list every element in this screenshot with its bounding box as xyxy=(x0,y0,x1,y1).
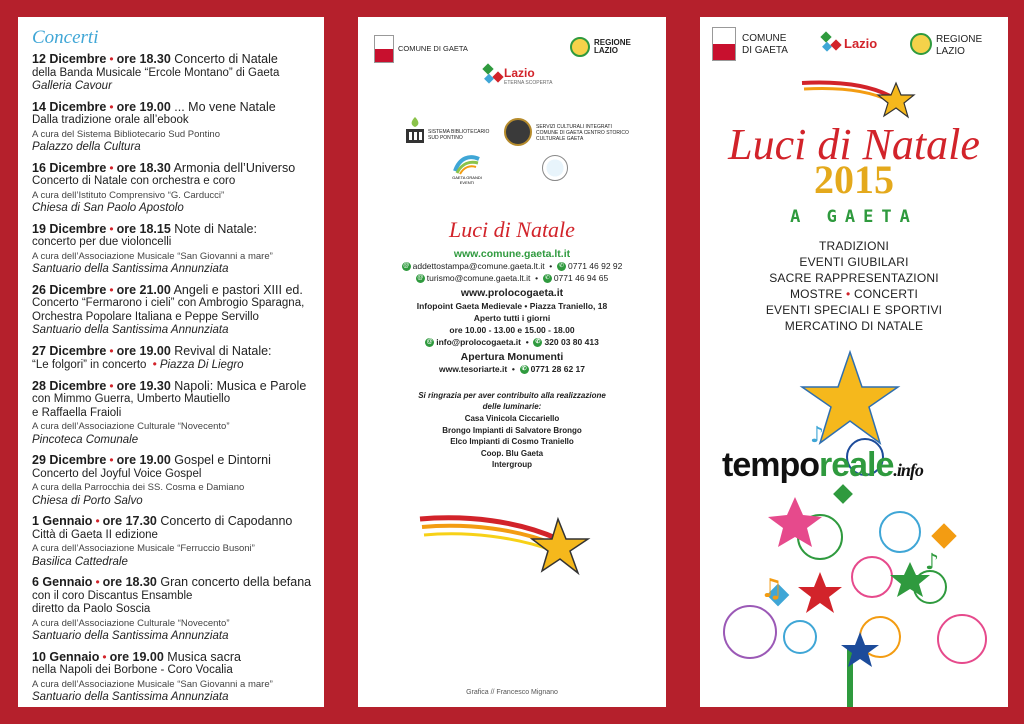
comune-logo xyxy=(712,27,736,61)
event-time: ore 21.00 xyxy=(116,282,171,297)
email-icon: @ xyxy=(403,263,410,270)
event-location: Piazza Di Liegro xyxy=(159,359,244,371)
event-title: Musica sacra xyxy=(167,649,241,664)
cover-title: Luci di Natale xyxy=(728,120,980,169)
tel-proloco: 320 03 80 413 xyxy=(544,337,599,347)
event-location: Palazzo della Cultura xyxy=(32,141,141,153)
event-date: 28 Dicembre xyxy=(32,378,107,393)
web-proloco[interactable]: www.prolocogaeta.it xyxy=(460,287,564,299)
event-organizer: A cura dell’Associazione Culturale “Novecento” xyxy=(32,421,230,432)
event-title: Gospel e Dintorni xyxy=(174,453,271,467)
event-title: Note di Natale: xyxy=(174,221,257,236)
phone-icon: ✆ xyxy=(559,263,565,270)
event-location: Santuario della Santissima Annunziata xyxy=(32,263,229,275)
event-organizer: A cura dell’Associazione Musicale “San Giovanni a mare” xyxy=(32,250,273,262)
event-desc: e Raffaella Fraioli xyxy=(32,406,122,419)
ringrazia-1: Si ringrazia per aver contribuito alla realizzazione xyxy=(418,391,606,400)
event-time: ore 19.00 xyxy=(116,99,171,114)
infopoint: Infopoint Gaeta Medievale • Piazza Traniello, 18 xyxy=(416,301,608,311)
event-location: Santuario della Santissima Annunziata xyxy=(32,324,229,336)
event-title: Angeli e pastori XIII ed. xyxy=(173,282,303,297)
event-item: 16 Dicembre • ore 18.30 Armonia dell’Universo Concerto di Natale con orchestra e coro A cura dell’Istituto Comprensivo “G. Carducci” Chiesa di San Paolo Apostolo xyxy=(32,162,312,216)
event-date: 10 Gennaio xyxy=(32,649,100,664)
tempo-reale-logo: temporeale.info xyxy=(722,446,923,484)
event-title: Concerto di Capodanno xyxy=(160,514,293,528)
event-item: 28 Dicembre • ore 19.30 Napoli: Musica e Parole con Mimmo Guerra, Umberto Mautiello e Raffaella Fraioli A cura dell’Associazione Culturale “Novecento” Pincoteca Comunale xyxy=(32,380,312,448)
event-title: Napoli: Musica e Parole xyxy=(174,378,307,393)
event-date: 19 Dicembre xyxy=(32,221,107,236)
event-item: 26 Dicembre • ore 21.00 Angeli e pastori XIII ed. Concerto “Fermarono i cieli” con Ambrogio Sparagna, Orchestra Popolare Italiana e Peppe Servillo Santuario della Santissima Annunziata xyxy=(32,284,312,338)
web-comune[interactable]: www.comune.gaeta.lt.it xyxy=(453,248,571,260)
credits: Grafica // Francesco Mignano xyxy=(466,689,558,696)
svg-text:♫: ♫ xyxy=(760,574,784,604)
event-date: 12 Dicembre xyxy=(32,52,107,66)
phone-icon: ✆ xyxy=(521,366,527,373)
event-desc: Concerto di Natale con orchestra e coro xyxy=(32,175,236,187)
event-date: 1 Gennaio xyxy=(32,514,93,528)
event-title: Gran concerto della befana xyxy=(160,575,312,589)
event-item: 6 Gennaio • ore 18.30 Gran concerto della befana con il coro Discantus Ensamble diretto da Paolo Soscia A cura dell’Associazione Culturale “Novecento” Santuario della Santissima Annunziata xyxy=(32,575,312,642)
svg-text:♪: ♪ xyxy=(925,550,940,575)
event-location: Santuario della Santissima Annunziata xyxy=(32,691,229,703)
email-icon: @ xyxy=(417,275,424,282)
event-location: Santuario della Santissima Annunziata xyxy=(32,630,229,642)
event-location: Chiesa di San Paolo Apostolo xyxy=(32,202,184,214)
event-item: 10 Gennaio • ore 19.00 Musica sacra nella Napoli dei Borbone - Coro Vocalia A cura dell’Associazione Musicale “San Giovanni a mare” Santuario della Santissima Annunziata xyxy=(32,651,312,705)
lazio-sub: ETERNA SCOPERTA xyxy=(504,80,553,86)
email-turismo[interactable]: turismo@comune.gaeta.lt.it xyxy=(426,273,531,283)
event-time: ore 19.00 xyxy=(116,453,171,467)
event-organizer: A cura dell’Associazione Culturale “Novecento” xyxy=(32,617,230,629)
event-item: 29 Dicembre • ore 19.00 Gospel e Dintorni Concerto del Joyful Voice Gospel A cura della Parrocchia dei SS. Cosma e Damiano Chiesa di Porto Salvo xyxy=(32,454,312,508)
biblio-label: SISTEMA BIBLIOTECARIO SUD PONTINO xyxy=(428,129,490,141)
sponsor-item: Coop. Blu Gaeta xyxy=(480,448,544,458)
cover-panel: COMUNE DI GAETA Lazio REGIONE LAZIO Luci di Natale 2015 A GAETA TRADIZIONI EVENTI GIUBILARI SACRE RAPPRESENTAZIONI MOSTRE • CONCERTI EVENTI SPECIALI E SPORTIVI MERCATINO DI NATALE ♫ ♪ ♪ temporeale.info xyxy=(700,17,1008,707)
event-date: 14 Dicembre xyxy=(32,99,107,114)
grandi-eventi-logo: GAETA GRANDI EVENTI xyxy=(452,153,482,183)
concert-list-panel xyxy=(18,17,324,707)
regione-logo xyxy=(570,37,590,57)
email-icon: @ xyxy=(426,339,433,346)
event-date: 16 Dicembre xyxy=(32,160,107,175)
sponsor-item: Brongo Impianti di Salvatore Brongo xyxy=(442,425,582,435)
event-desc: “Le folgori” in concerto xyxy=(32,359,147,371)
event-desc: nella Napoli dei Borbone - Coro Vocalia xyxy=(32,664,233,676)
event-organizer: A cura del Sistema Bibliotecario Sud Pontino xyxy=(32,128,220,140)
event-time: ore 18.15 xyxy=(116,221,171,236)
middle-title: Luci di Natale xyxy=(449,217,575,242)
tel-stampa: 0771 46 92 92 xyxy=(568,261,623,271)
email-proloco[interactable]: info@prolocogaeta.it xyxy=(436,337,521,347)
lazio-text: Lazio xyxy=(844,36,878,51)
event-date: 26 Dicembre xyxy=(32,282,107,297)
event-desc: diretto da Paolo Soscia xyxy=(32,603,151,615)
shooting-star-icon xyxy=(418,505,598,585)
event-time: ore 19.00 xyxy=(116,343,171,358)
comune-label-1: COMUNE xyxy=(742,33,787,44)
regione-label: REGIONE LAZIO xyxy=(594,38,631,55)
event-desc: Orchestra Popolare Italiana e Peppe Servillo xyxy=(32,310,259,323)
orari: ore 10.00 - 13.00 e 15.00 - 18.00 xyxy=(449,325,575,335)
web-tesori[interactable]: www.tesoriarte.it xyxy=(439,364,508,374)
event-location: Basilica Cattedrale xyxy=(32,555,128,568)
list-item: CONCERTI xyxy=(853,287,919,301)
list-item: TRADIZIONI xyxy=(819,239,889,253)
cover-subtitle: A GAETA xyxy=(790,207,918,227)
info-panel: COMUNE DI GAETA REGIONE LAZIO Lazio ETERNA SCOPERTA SISTEMA BIBLIOTECARIO SUD PONTINO SERVIZI CULTURALI INTEGRATI COMUNE DI GAETA CENTRO STORICO CULTURALE GAETA GAETA GRANDI EVENTI Luci di Natale www.comune.gaeta.lt.it @ addettostampa@comune.gaeta.lt.it • ✆ 0771 46 92 92 @ turismo@comune.gaeta.lt.it • ✆ 0771 46 94 65 www.prolocogaeta.it Infopoint Gaeta Medievale • Piazza Traniello, 18 Aperto tutti i giorni ore 10.00 - 13.00 e 15.00 - 18.00 @ info@prolocogaeta.it • ✆ 320 03 80 413 Apertura Monumenti www.tesoriarte.it • ✆ 0771 28 62 17 Si ringrazia per aver contribuito alla realizzazione delle luminarie: Grafica // Francesco Mignano Casa Vinicola Ciccariello Brongo Impianti di Salvatore Brongo Elco Impianti di Cosmo Traniello Coop. Blu Gaeta Intergroup xyxy=(358,17,666,707)
event-item: 12 Dicembre • ore 18.30 Concerto di Natale della Banda Musicale “Ercole Montano” di Gaeta Galleria Cavour xyxy=(32,53,312,94)
list-item: SACRE RAPPRESENTAZIONI xyxy=(769,271,939,285)
event-time: ore 17.30 xyxy=(102,514,157,528)
event-organizer: A cura dell’Istituto Comprensivo “G. Carducci” xyxy=(32,189,225,201)
phone-icon: ✆ xyxy=(535,339,541,346)
event-desc: con il coro Discantus Ensamble xyxy=(32,589,193,602)
event-title: Revival di Natale: xyxy=(174,343,272,358)
section-title: Concerti xyxy=(32,27,99,48)
event-item: 27 Dicembre • ore 19.00 Revival di Natale: “Le folgori” in concerto • Piazza Di Liegro xyxy=(32,343,272,371)
event-title: ... Mo vene Natale xyxy=(174,99,276,114)
sponsor-item: Elco Impianti di Cosmo Traniello xyxy=(450,437,574,446)
event-organizer: A cura dell’Associazione Musicale “Ferruccio Busoni” xyxy=(32,543,255,554)
event-desc: concerto per due violoncelli xyxy=(32,236,172,248)
event-time: ore 19.00 xyxy=(109,649,164,664)
lazio-logo xyxy=(820,31,890,57)
event-date: 29 Dicembre xyxy=(32,453,107,467)
event-title: Armonia dell’Universo xyxy=(173,160,296,175)
ringrazia-2: delle luminarie: xyxy=(482,402,542,411)
event-time: ore 18.30 xyxy=(116,52,171,66)
biblio-logo xyxy=(406,117,424,143)
event-organizer: A cura dell’Associazione Musicale “San Giovanni a mare” xyxy=(32,678,273,690)
cover-year: 2015 xyxy=(814,157,894,202)
list-item: EVENTI GIUBILARI xyxy=(799,255,909,269)
tel-turismo: 0771 46 94 65 xyxy=(553,273,609,283)
aperto: Aperto tutti i giorni xyxy=(473,313,551,323)
event-date: 27 Dicembre xyxy=(32,343,107,358)
shooting-star-icon xyxy=(800,75,920,125)
event-location: Chiesa di Porto Salvo xyxy=(32,494,143,507)
sponsor-item: Intergroup xyxy=(492,460,532,469)
regione-label-2: LAZIO xyxy=(936,46,965,57)
regione-logo xyxy=(910,33,932,55)
event-time: ore 19.30 xyxy=(116,378,171,393)
event-item: 14 Dicembre • ore 19.00 ... Mo vene Natale Dalla tradizione orale all’ebook A cura del Sistema Bibliotecario Sud Pontino Palazzo della Cultura xyxy=(32,101,312,155)
event-organizer: A cura della Parrocchia dei SS. Cosma e Damiano xyxy=(32,482,245,493)
comune-logo xyxy=(374,35,394,63)
event-location: Pincoteca Comunale xyxy=(32,433,139,446)
event-item: 19 Dicembre • ore 18.15 Note di Natale: concerto per due violoncelli A cura dell’Associazione Musicale “San Giovanni a mare” Santuario della Santissima Annunziata xyxy=(32,223,312,277)
list-item: MOSTRE xyxy=(789,287,843,301)
email-stampa[interactable]: addettostampa@comune.gaeta.lt.it xyxy=(412,261,545,271)
event-desc: Concerto del Joyful Voice Gospel xyxy=(32,467,202,480)
list-item: EVENTI SPECIALI E SPORTIVI xyxy=(765,303,943,317)
event-date: 6 Gennaio xyxy=(32,575,93,589)
event-item: 1 Gennaio • ore 17.30 Concerto di Capodanno Città di Gaeta II edizione A cura dell’Associazione Musicale “Ferruccio Busoni” Basilica Cattedrale xyxy=(32,515,312,569)
phone-icon: ✆ xyxy=(544,275,550,282)
event-desc: Concerto “Fermarono i cieli” con Ambrogio Sparagna, xyxy=(32,297,305,309)
sponsor-item: Casa Vinicola Ciccariello xyxy=(464,414,560,423)
tel-tesori: 0771 28 62 17 xyxy=(530,364,585,374)
event-location: Galleria Cavour xyxy=(32,80,112,92)
event-desc: con Mimmo Guerra, Umberto Mautiello xyxy=(32,393,231,405)
event-desc: della Banda Musicale “Ercole Montano” di Gaeta xyxy=(32,66,280,79)
christmas-tree-illustration xyxy=(700,347,1008,707)
regione-label-1: REGIONE xyxy=(936,34,983,45)
pro-loco-logo xyxy=(542,155,568,181)
servizi-label: SERVIZI CULTURALI INTEGRATI COMUNE DI GAETA CENTRO STORICO CULTURALE GAETA xyxy=(536,124,629,142)
event-desc: Dalla tradizione orale all’ebook xyxy=(32,114,189,126)
lazio-text: Lazio xyxy=(504,66,535,80)
event-title: Concerto di Natale xyxy=(174,52,278,66)
svg-text:♪: ♪ xyxy=(810,423,825,448)
comune-label-2: DI GAETA xyxy=(742,45,788,56)
event-time: ore 18.30 xyxy=(116,160,171,175)
servizi-logo xyxy=(504,118,532,146)
apertura-monumenti: Apertura Monumenti xyxy=(460,351,564,363)
list-item: MERCATINO DI NATALE xyxy=(784,319,924,333)
event-time: ore 18.30 xyxy=(102,575,157,589)
comune-label: COMUNE DI GAETA xyxy=(398,44,468,53)
event-desc: Città di Gaeta II edizione xyxy=(32,528,158,541)
events-list xyxy=(32,53,312,705)
lazio-logo xyxy=(482,63,553,89)
